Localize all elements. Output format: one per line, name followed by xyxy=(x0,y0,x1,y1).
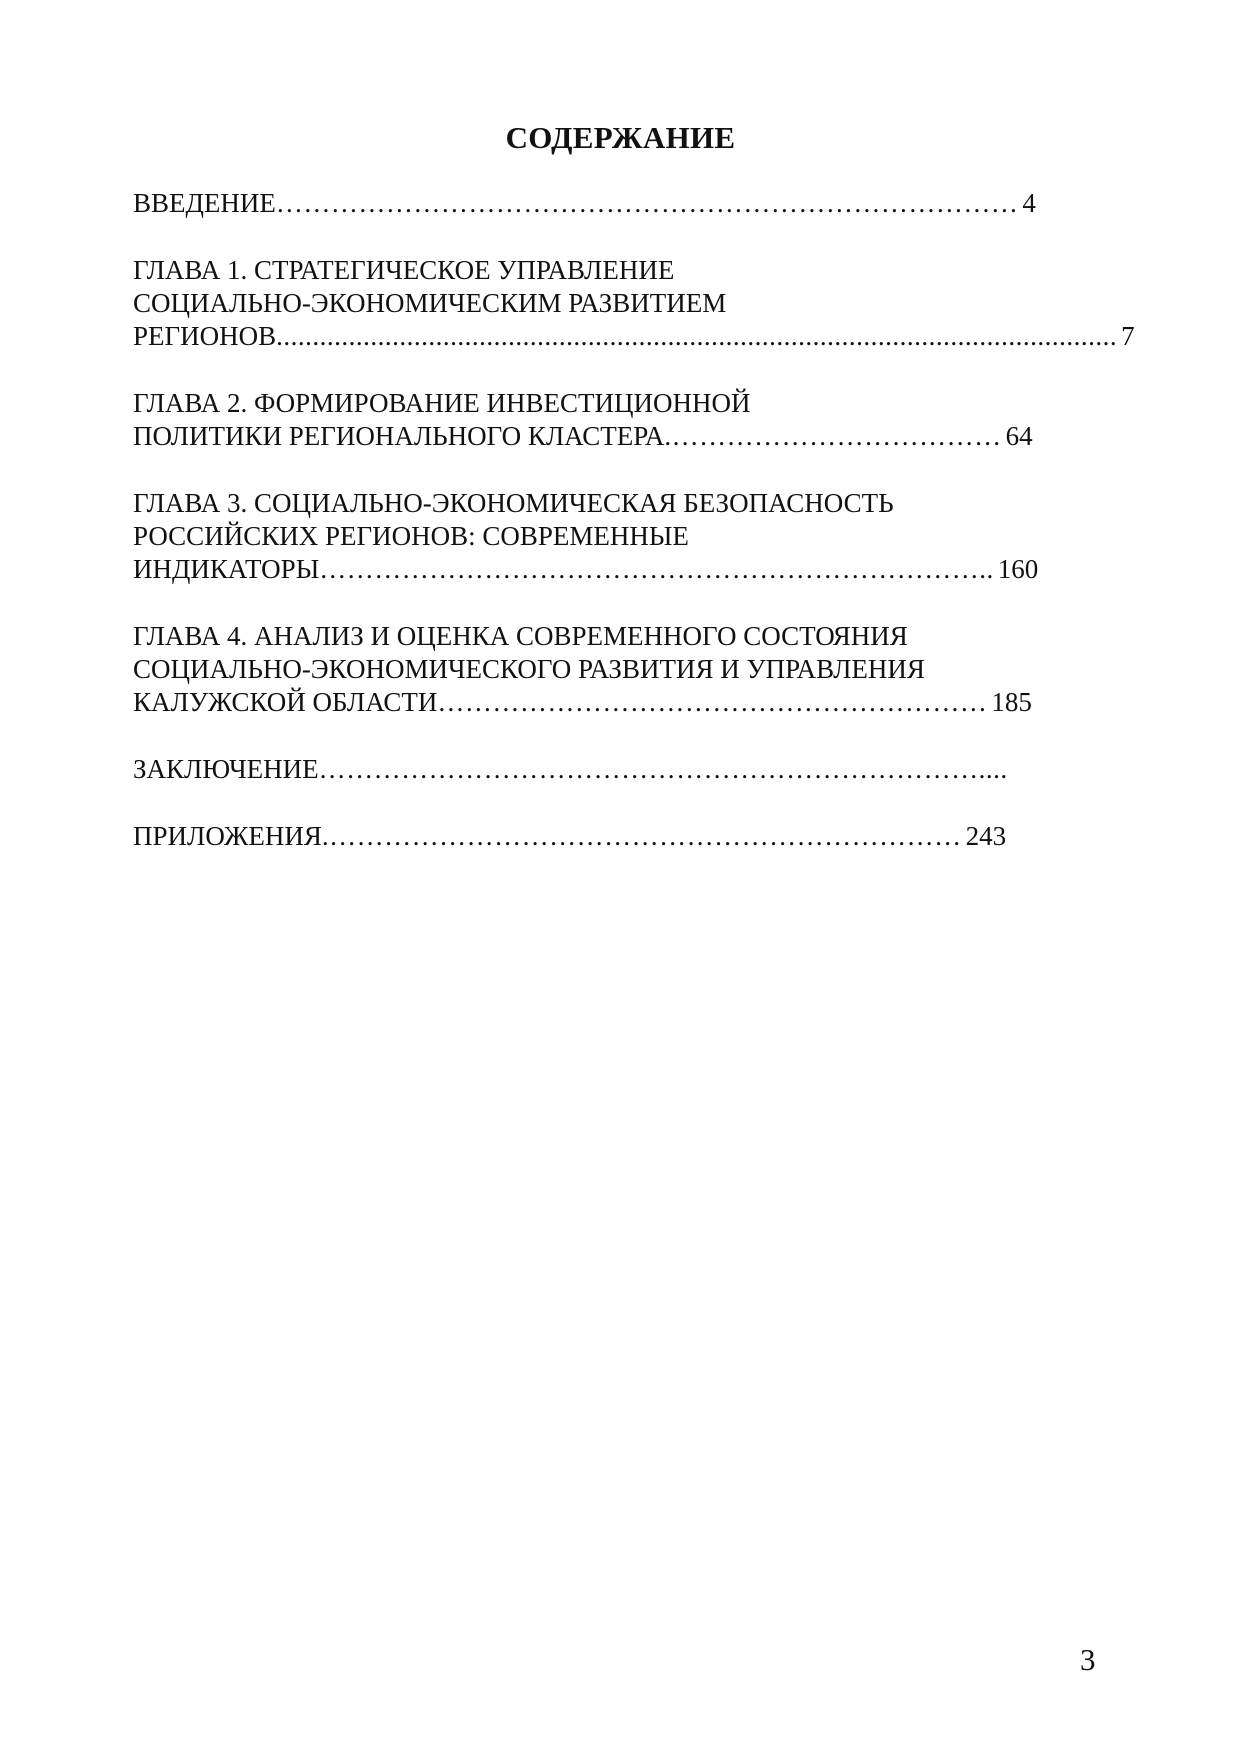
toc-title: СОДЕРЖАНИЕ xyxy=(505,120,736,155)
toc-entry-leader-line xyxy=(133,187,1133,220)
toc-leader-dots: ……………………………………………………………………… xyxy=(275,188,1019,218)
toc-entry[interactable] xyxy=(133,620,1133,719)
toc-leader-dots: .……………………………… xyxy=(664,421,1002,451)
toc-entry[interactable] xyxy=(133,753,1133,786)
toc-entry-label: КАЛУЖСКОЙ ОБЛАСТИ xyxy=(133,687,438,717)
toc-leader-dots: .................................................................................................................... xyxy=(276,321,1118,351)
toc-entry-leader-line xyxy=(133,553,1133,586)
table-of-contents xyxy=(133,187,1133,887)
toc-page-number: 4 xyxy=(1022,188,1036,218)
toc-entry-label: ИНДИКАТОРЫ xyxy=(133,554,320,584)
toc-entry-leader-line xyxy=(133,320,1133,353)
toc-entry[interactable] xyxy=(133,254,1133,353)
toc-entry[interactable] xyxy=(133,487,1133,586)
toc-page-number: 160 xyxy=(997,554,1039,584)
toc-entry-label: РЕГИОНОВ xyxy=(133,321,277,351)
toc-entry-label: ЗАКЛЮЧЕНИЕ xyxy=(133,754,319,784)
toc-entry-leader-line xyxy=(133,420,1133,453)
toc-entry-line: РОССИЙСКИХ РЕГИОНОВ: СОВРЕМЕННЫЕ xyxy=(133,521,689,551)
toc-page-number: 243 xyxy=(965,821,1007,851)
toc-entry-label: ПОЛИТИКИ РЕГИОНАЛЬНОГО КЛАСТЕРА xyxy=(133,421,665,451)
toc-leader-dots: ……………………………………………………………….. xyxy=(319,554,994,584)
toc-entry-leader-line xyxy=(133,820,1133,853)
toc-leader-dots: .…………………………………………………………… xyxy=(321,821,962,851)
toc-entry-line: СОЦИАЛЬНО-ЭКОНОМИЧЕСКОГО РАЗВИТИЯ И УПРАВЛЕНИЯ xyxy=(133,654,925,684)
toc-page-number: 7 xyxy=(1121,321,1135,351)
toc-entry[interactable] xyxy=(133,820,1133,853)
toc-page-number: 185 xyxy=(991,687,1032,717)
toc-entry-line: ГЛАВА 2. ФОРМИРОВАНИЕ ИНВЕСТИЦИОННОЙ xyxy=(133,388,751,418)
toc-entry-leader-line xyxy=(133,753,1133,786)
toc-entry-label: ВВЕДЕНИЕ xyxy=(133,188,276,218)
toc-entry[interactable] xyxy=(133,387,1133,453)
toc-entry-line: СОЦИАЛЬНО-ЭКОНОМИЧЕСКИМ РАЗВИТИЕМ xyxy=(133,288,727,318)
toc-entry-line: ГЛАВА 3. СОЦИАЛЬНО-ЭКОНОМИЧЕСКАЯ БЕЗОПАСНОСТЬ xyxy=(133,488,894,518)
toc-entry[interactable] xyxy=(133,187,1133,220)
page-number: 3 xyxy=(1080,1642,1096,1677)
toc-leader-dots: ……………………………………………………………….... xyxy=(318,754,1008,784)
toc-leader-dots: …………………………………………………… xyxy=(437,687,988,717)
toc-page-number: 64 xyxy=(1005,421,1033,451)
toc-entry-line: ГЛАВА 1. СТРАТЕГИЧЕСКОЕ УПРАВЛЕНИЕ xyxy=(133,255,675,285)
toc-entry-line: ГЛАВА 4. АНАЛИЗ И ОЦЕНКА СОВРЕМЕННОГО СОСТОЯНИЯ xyxy=(133,621,908,651)
toc-entry-leader-line xyxy=(133,686,1133,719)
toc-entry-label: ПРИЛОЖЕНИЯ xyxy=(133,821,322,851)
